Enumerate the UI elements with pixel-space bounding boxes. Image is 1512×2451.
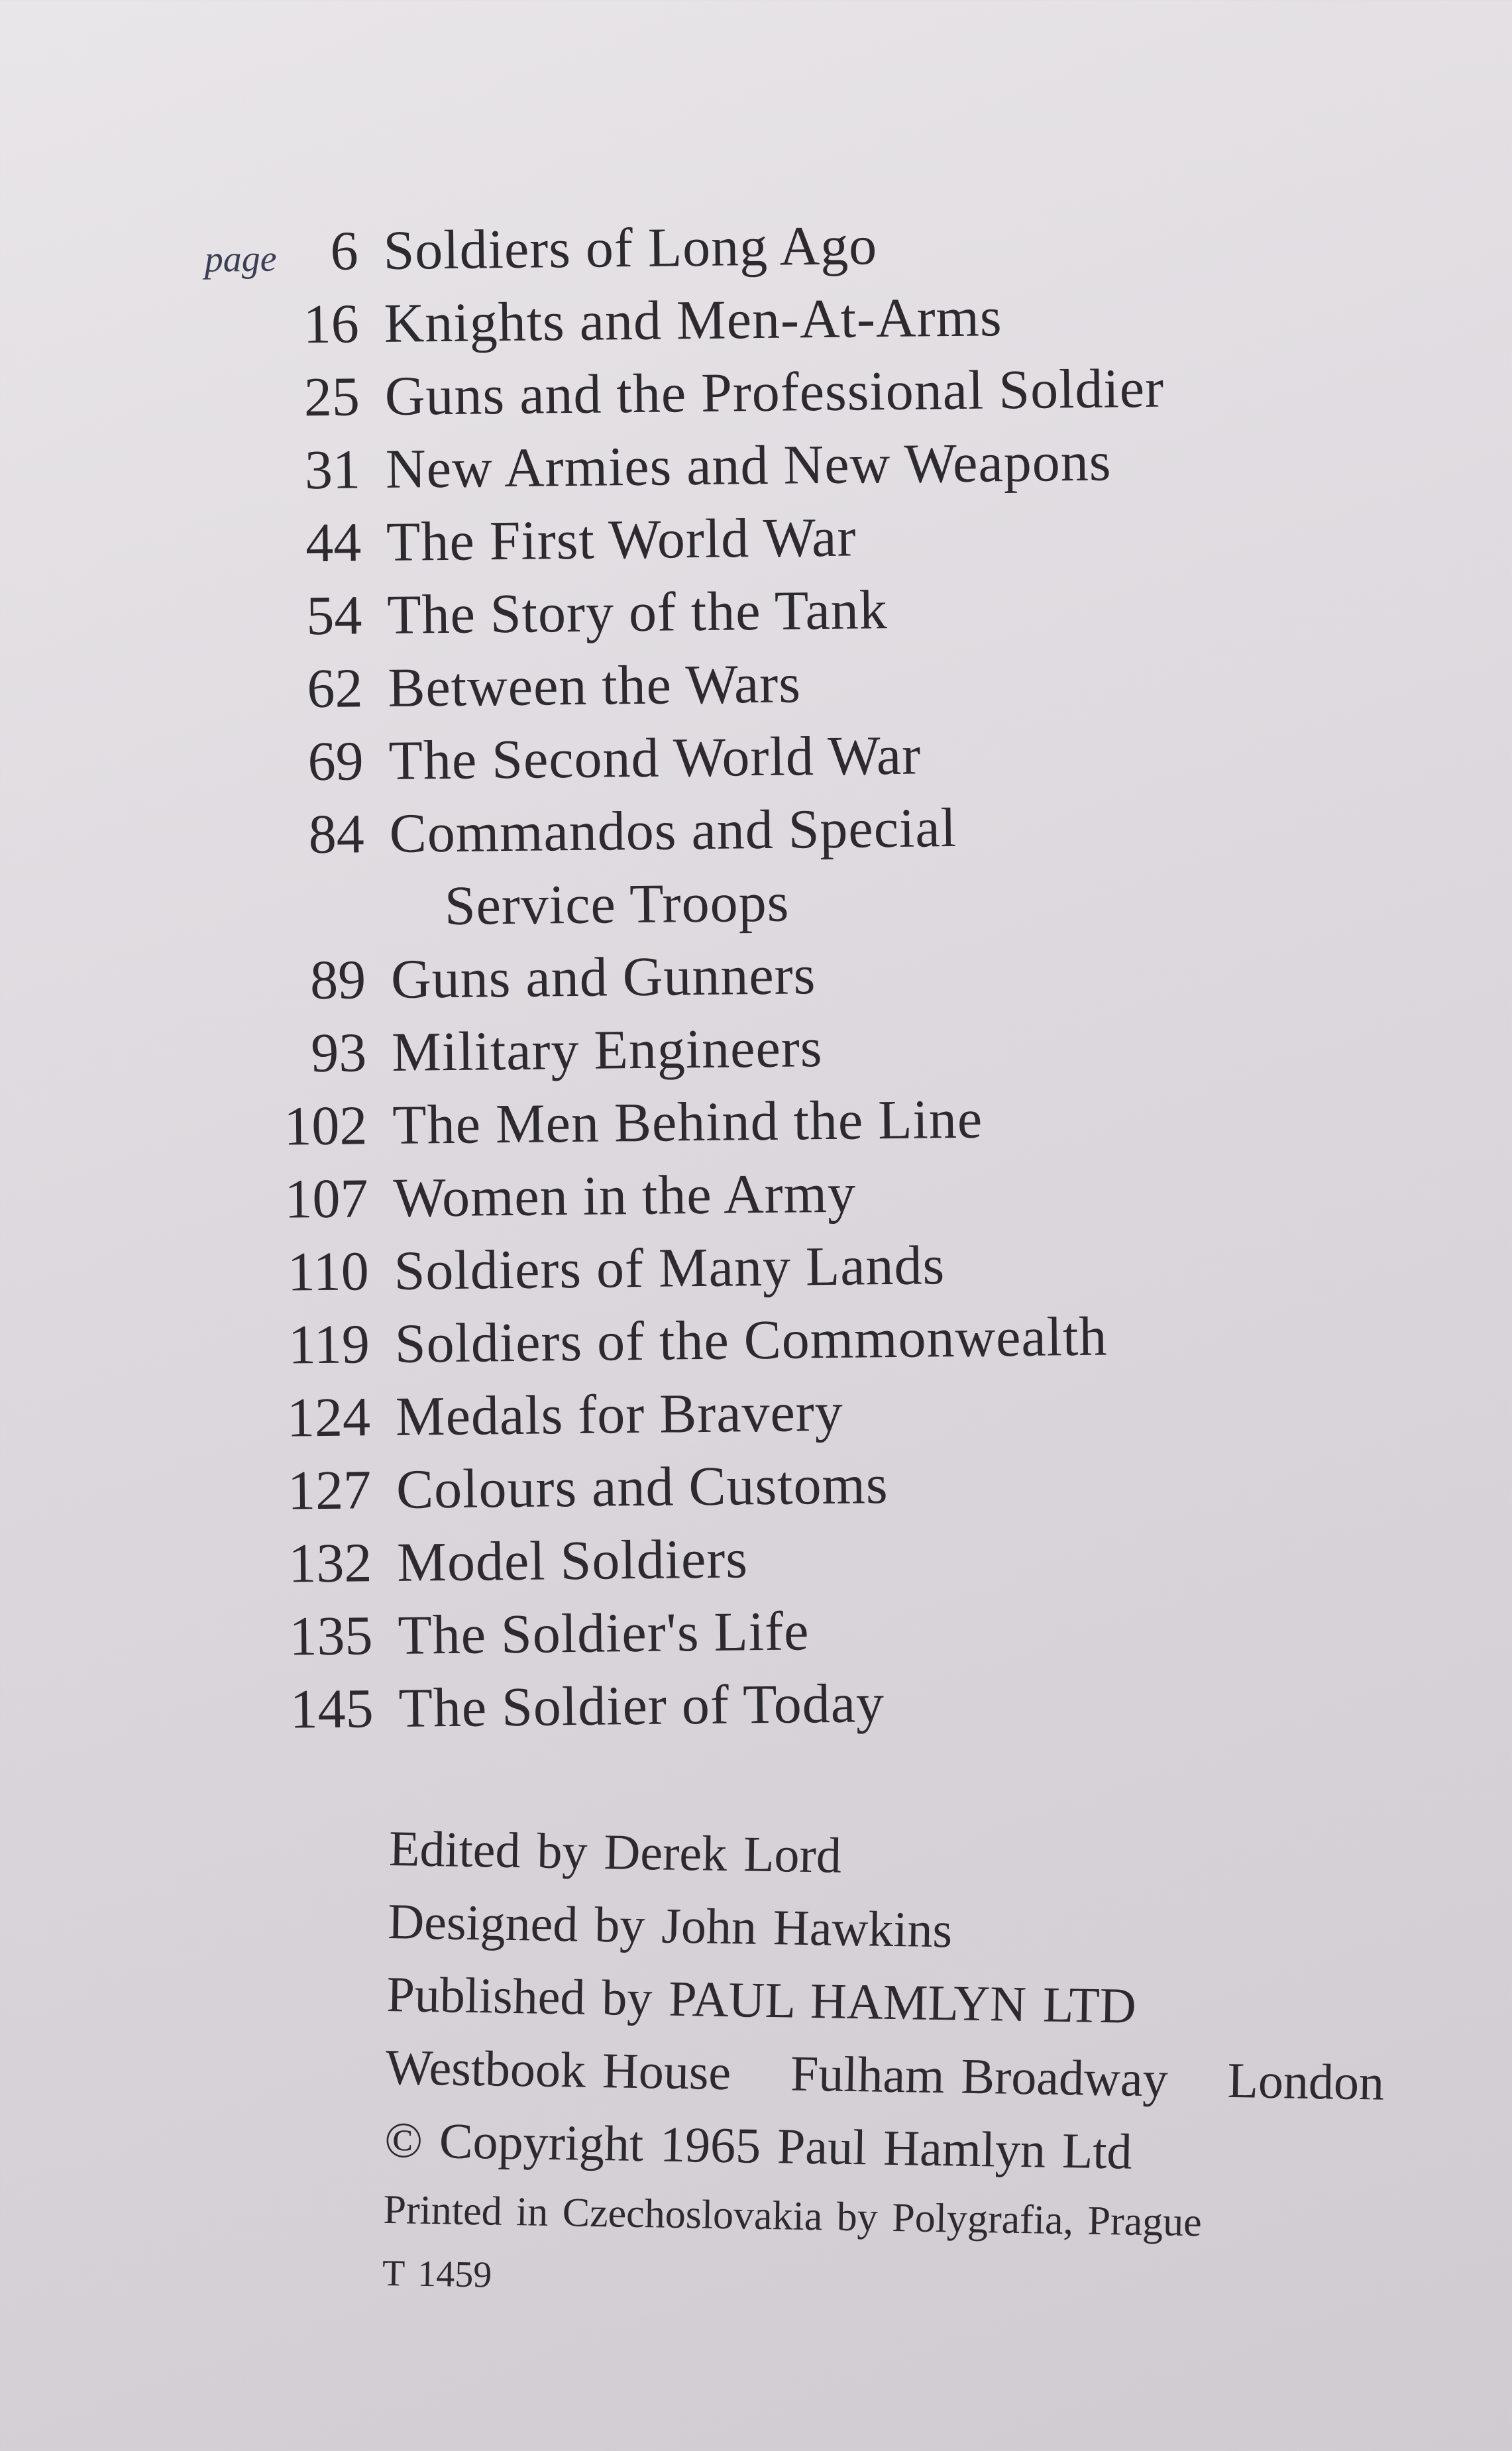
toc-page-number: 84 — [308, 803, 365, 866]
toc-page-number: 89 — [309, 949, 366, 1012]
toc-title: Soldiers of Many Lands — [394, 1234, 945, 1302]
toc-page-number: 110 — [287, 1240, 370, 1303]
toc-page-number: 135 — [288, 1605, 373, 1668]
toc-title: The First World War — [386, 506, 857, 573]
toc-title: Between the Wars — [387, 653, 802, 719]
toc-title: The Soldier's Life — [397, 1600, 810, 1666]
toc-page-number: 93 — [310, 1022, 367, 1085]
editor-credit: Edited by Derek Lord — [388, 1820, 842, 1884]
toc-page-number: 69 — [307, 730, 364, 793]
toc-page-number: 62 — [306, 657, 363, 720]
toc-title: Model Soldiers — [396, 1528, 749, 1594]
toc-page-number: 54 — [305, 584, 362, 647]
toc-title: The Story of the Tank — [386, 579, 889, 646]
address-street: Fulham Broadway — [790, 2045, 1169, 2108]
toc-title: Knights and Men-At-Arms — [384, 286, 1003, 354]
toc-page-number: 119 — [288, 1313, 370, 1376]
toc-title: Guns and Gunners — [390, 944, 816, 1010]
imprint-credits — [382, 1812, 1482, 2321]
toc-page-number: 25 — [303, 366, 360, 429]
toc-page-number: 16 — [303, 293, 360, 356]
copyright-notice: © Copyright 1965 Paul Hamlyn Ltd — [384, 2112, 1133, 2180]
toc-title: New Armies and New Weapons — [385, 431, 1112, 500]
toc-title: Medals for Bravery — [395, 1381, 844, 1448]
toc-title: Guns and the Professional Soldier — [384, 357, 1165, 427]
toc-title: Commandos and Special — [389, 796, 957, 865]
toc-title: Military Engineers — [391, 1017, 823, 1083]
toc-title: Soldiers of the Commonwealth — [394, 1305, 1108, 1375]
toc-page-number: 145 — [290, 1678, 374, 1741]
toc-title: Colours and Customs — [396, 1454, 889, 1521]
address-building: Westbook House — [385, 2039, 731, 2101]
toc-entry — [15, 1661, 1512, 1749]
toc-page-number: 107 — [284, 1168, 369, 1230]
toc-title: The Second World War — [388, 724, 922, 792]
toc-page-number: 102 — [283, 1095, 368, 1158]
toc-title: The Men Behind the Line — [392, 1088, 983, 1156]
toc-page-number: 127 — [287, 1459, 372, 1522]
toc-title: Women in the Army — [393, 1162, 857, 1229]
printer-credit: Printed in Czechoslovakia by Polygrafia, Prague — [383, 2187, 1203, 2246]
designer-credit: Designed by John Hawkins — [387, 1893, 953, 1959]
toc-page-number: 124 — [286, 1386, 371, 1449]
toc-page-number: 31 — [304, 439, 361, 502]
toc-page-number: 44 — [305, 512, 362, 574]
toc-title-continuation: Service Troops — [444, 871, 790, 938]
publisher-credit: Published by PAUL HAMLYN LTD — [386, 1966, 1137, 2034]
address-city: London — [1226, 2052, 1385, 2111]
toc-page-number: 132 — [288, 1532, 372, 1595]
page-label: page — [204, 238, 277, 280]
toc-title: The Soldier of Today — [398, 1672, 885, 1739]
catalog-code: T 1459 — [382, 2252, 492, 2296]
toc-page-number: 6 — [330, 220, 359, 282]
toc-title: Soldiers of Long Ago — [383, 215, 878, 282]
table-of-contents — [0, 203, 1512, 1749]
